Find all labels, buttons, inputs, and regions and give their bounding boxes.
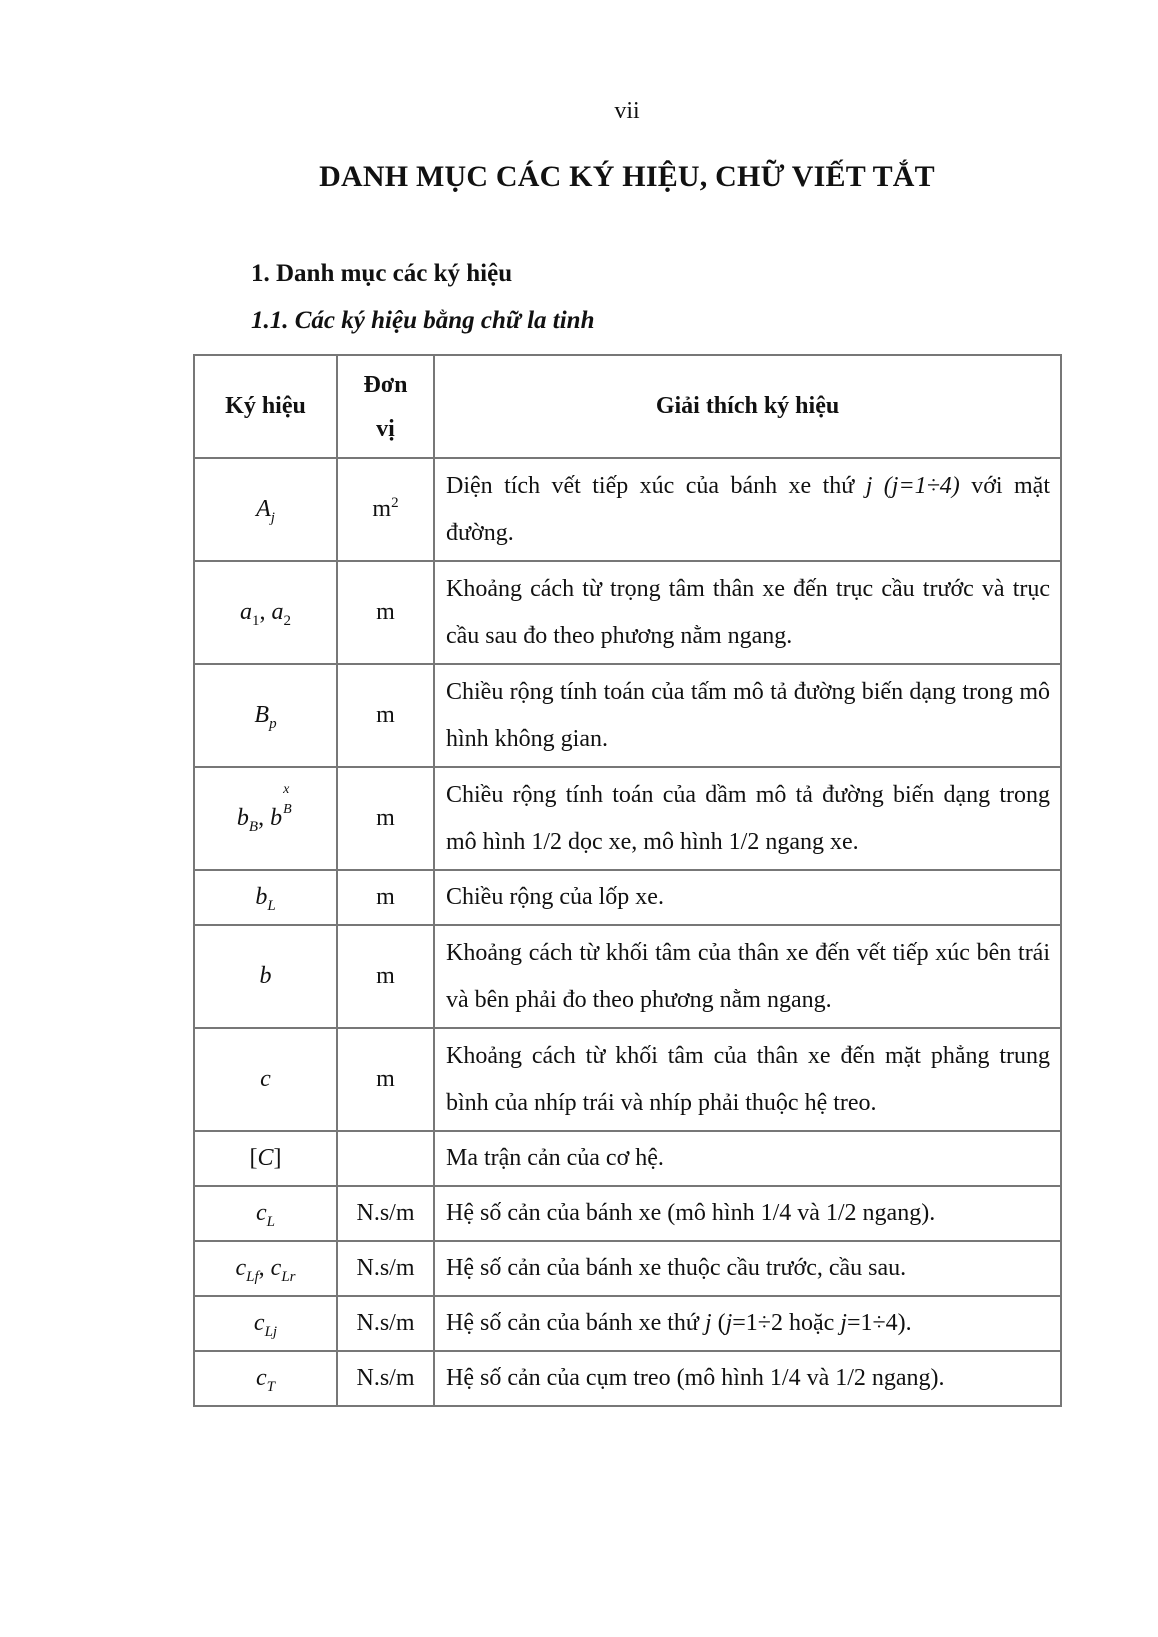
- description-cell: Hệ số cản của bánh xe (mô hình 1/4 và 1/2 ngang).: [434, 1186, 1061, 1241]
- symbol-cell: c: [194, 1028, 337, 1131]
- symbol-subscript: j: [270, 509, 275, 526]
- unit-base: m: [372, 496, 392, 522]
- table-header-row: [194, 355, 1061, 458]
- symbols-table: [193, 354, 1062, 1407]
- symbol-superscript: x: [283, 782, 290, 797]
- unit-cell: N.s/m: [337, 1351, 434, 1406]
- table-row: [194, 1028, 1061, 1131]
- unit-superscript: 2: [391, 495, 399, 511]
- unit-cell: m: [337, 1028, 434, 1131]
- header-explanation: Giải thích ký hiệu: [434, 355, 1061, 458]
- symbol-subscript: L: [266, 1213, 275, 1230]
- symbol-separator: ,: [259, 599, 272, 625]
- description-text: với mặt đường.: [446, 472, 1050, 546]
- description-text: (: [711, 1310, 726, 1336]
- symbol-cell: [194, 1296, 337, 1351]
- symbol-subscript: 2: [283, 612, 291, 629]
- bracket-open: [: [249, 1145, 258, 1171]
- table-row: [194, 767, 1061, 870]
- description-cell: Chiều rộng của lốp xe.: [434, 870, 1061, 925]
- table-row: [194, 561, 1061, 664]
- description-cell: Hệ số cản của cụm treo (mô hình 1/4 và 1/2 ngang).: [434, 1351, 1061, 1406]
- description-text: =1÷2 hoặc: [732, 1310, 841, 1336]
- table-row: [194, 1296, 1061, 1351]
- description-cell: Khoảng cách từ khối tâm của thân xe đến mặt phẳng trung bình của nhíp trái và nhíp phải thuộc hệ treo.: [434, 1028, 1061, 1131]
- description-text: Hệ số cản của bánh xe thứ: [446, 1310, 705, 1336]
- page-number: vii: [614, 98, 640, 124]
- description-cell: Chiều rộng tính toán của dầm mô tả đường biến dạng trong mô hình 1/2 dọc xe, mô hình 1/2 ngang xe.: [434, 767, 1061, 870]
- symbol-cell: [194, 1351, 337, 1406]
- bracket-close: ]: [273, 1145, 282, 1171]
- symbol-supsub: [282, 782, 294, 825]
- symbol-subscript: B: [283, 802, 292, 817]
- symbol-subscript: Lr: [281, 1268, 296, 1285]
- description-cell: Chiều rộng tính toán của tấm mô tả đường biến dạng trong mô hình không gian.: [434, 664, 1061, 767]
- symbol-cell: [194, 767, 337, 870]
- symbol-subscript: Lj: [264, 1323, 278, 1340]
- table-row: [194, 458, 1061, 561]
- description-cell: [434, 1296, 1061, 1351]
- symbol-base: c: [256, 1365, 267, 1391]
- description-text: =1÷4).: [846, 1310, 912, 1336]
- unit-cell: m: [337, 767, 434, 870]
- symbol-base: a: [240, 599, 252, 625]
- symbol-subscript: T: [266, 1378, 275, 1395]
- symbol-cell: [194, 1186, 337, 1241]
- symbol-base: b: [255, 884, 268, 910]
- unit-cell: m: [337, 664, 434, 767]
- description-italic: j: [725, 1310, 733, 1336]
- description-italic: j: [704, 1310, 712, 1336]
- unit-cell: m: [337, 870, 434, 925]
- header-unit-line2: vị: [376, 415, 395, 442]
- table-row: [194, 1241, 1061, 1296]
- symbol-cell: [194, 561, 337, 664]
- symbol-cell: [194, 1131, 337, 1186]
- unit-cell: N.s/m: [337, 1186, 434, 1241]
- header-symbol: Ký hiệu: [194, 355, 337, 458]
- description-cell: Khoảng cách từ khối tâm của thân xe đến vết tiếp xúc bên trái và bên phải đo theo phương nằm ngang.: [434, 925, 1061, 1028]
- symbol-subscript: Lf: [246, 1268, 259, 1285]
- symbol-subscript: L: [267, 897, 276, 914]
- header-unit: [337, 355, 434, 458]
- description-text: Diện tích vết tiếp xúc của bánh xe thứ: [446, 472, 866, 499]
- symbol-base: c: [235, 1255, 247, 1281]
- unit-cell: [337, 1131, 434, 1186]
- description-cell: Ma trận cản của cơ hệ.: [434, 1131, 1061, 1186]
- unit-cell: N.s/m: [337, 1296, 434, 1351]
- description-italic: j (j=1÷4): [865, 472, 960, 499]
- symbol-separator: ,: [258, 1255, 271, 1281]
- symbol-cell: b: [194, 925, 337, 1028]
- symbol-base: b: [236, 805, 249, 831]
- symbol-base: c: [253, 1310, 265, 1336]
- symbol-subscript: B: [248, 818, 259, 835]
- table-row: [194, 1131, 1061, 1186]
- symbol-base: B: [254, 702, 270, 728]
- description-cell: Hệ số cản của bánh xe thuộc cầu trước, cầu sau.: [434, 1241, 1061, 1296]
- symbol-cell: [194, 458, 337, 561]
- symbol-base: c: [256, 1200, 267, 1226]
- symbol-subscript: 1: [252, 612, 260, 629]
- symbol-cell: [194, 1241, 337, 1296]
- subsection-heading: 1.1. Các ký hiệu bằng chữ la tinh: [251, 307, 595, 334]
- unit-cell: m: [337, 925, 434, 1028]
- symbol-base: b: [270, 805, 283, 831]
- symbol-base: c: [270, 1255, 282, 1281]
- unit-cell: N.s/m: [337, 1241, 434, 1296]
- symbol-separator: ,: [258, 805, 271, 831]
- symbol-subscript: p: [269, 715, 277, 732]
- unit-cell: [337, 458, 434, 561]
- symbol-cell: [194, 664, 337, 767]
- symbol-cell: [194, 870, 337, 925]
- symbol-base: C: [257, 1145, 274, 1171]
- table-row: [194, 1351, 1061, 1406]
- table-row: [194, 870, 1061, 925]
- description-cell: [434, 458, 1061, 561]
- section-heading: 1. Danh mục các ký hiệu: [251, 260, 513, 287]
- table-row: [194, 1186, 1061, 1241]
- description-cell: Khoảng cách từ trọng tâm thân xe đến trục cầu trước và trục cầu sau đo theo phương nằm ngang.: [434, 561, 1061, 664]
- header-unit-line1: Đơn: [363, 371, 408, 398]
- table-row: [194, 664, 1061, 767]
- symbol-base: A: [256, 496, 271, 522]
- symbol-base: a: [271, 599, 284, 625]
- table-row: [194, 925, 1061, 1028]
- description-italic: j: [840, 1310, 847, 1336]
- page-title: DANH MỤC CÁC KÝ HIỆU, CHỮ VIẾT TẮT: [319, 160, 935, 193]
- unit-cell: m: [337, 561, 434, 664]
